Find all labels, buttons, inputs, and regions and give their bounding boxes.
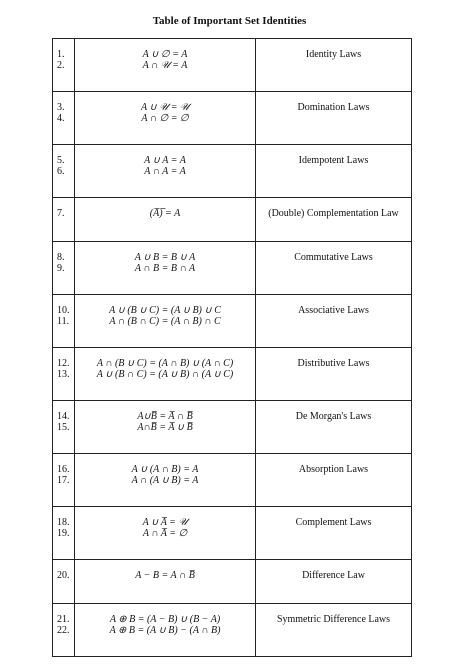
identity-number-cell — [53, 295, 75, 348]
law-name: Distributive Laws — [297, 358, 370, 369]
law-name-cell — [256, 92, 412, 145]
law-name-cell — [256, 242, 412, 295]
identity-formula-cell — [75, 401, 256, 454]
table-row — [53, 242, 412, 295]
law-name: De Morgan's Laws — [295, 411, 372, 422]
identity-formula: A ∪ 𝒰 = 𝒰 — [141, 102, 189, 113]
identity-number: 17. — [57, 475, 70, 486]
identity-formula: A ∩ (B ∩ C) = (A ∩ B) ∩ C — [109, 316, 221, 327]
table-row — [53, 454, 412, 507]
identity-formula-cell — [75, 39, 256, 92]
identity-formula: A ∩ 𝒰 = A — [142, 60, 188, 71]
identity-number: 18. — [57, 517, 70, 528]
identity-number: 5. — [57, 155, 65, 166]
table-row — [53, 560, 412, 604]
law-name: Domination Laws — [297, 102, 370, 113]
law-name: Difference Law — [302, 570, 365, 581]
law-name: Symmetric Difference Laws — [276, 614, 391, 625]
law-name: Identity Laws — [305, 49, 362, 60]
table-row — [53, 295, 412, 348]
identity-number: 12. — [57, 358, 70, 369]
table-row — [53, 198, 412, 242]
identity-formula-cell — [75, 507, 256, 560]
law-name-cell — [256, 145, 412, 198]
law-name-cell — [256, 401, 412, 454]
identity-formula-cell — [75, 92, 256, 145]
law-name: Commutative Laws — [294, 252, 373, 263]
identity-formula: A ⊕ B = (A − B) ∪ (B − A) — [109, 614, 221, 625]
identity-number-cell — [53, 560, 75, 604]
identity-formula: A ∩ A̅ = ∅ — [142, 528, 188, 539]
identity-number: 4. — [57, 113, 65, 124]
identity-formula: A ∩ B = B ∩ A — [134, 263, 196, 274]
identity-formula: A ∪ (A ∩ B) = A — [131, 464, 199, 475]
identity-number: 9. — [57, 263, 65, 274]
identity-formula: A ∩ ∅ = ∅ — [141, 113, 189, 124]
law-name-cell — [256, 560, 412, 604]
identity-number: 22. — [57, 625, 70, 636]
table-row — [53, 507, 412, 560]
identity-formula-cell — [75, 198, 256, 242]
identity-number: 16. — [57, 464, 70, 475]
identity-formula: A − B = A ∩ B̅ — [135, 570, 195, 581]
law-name: (Double) Complementation Law — [268, 208, 399, 219]
identity-number: 11. — [57, 316, 70, 327]
identity-number-cell — [53, 145, 75, 198]
identity-number: 13. — [57, 369, 70, 380]
law-name: Complement Laws — [295, 517, 372, 528]
law-name-cell — [256, 604, 412, 657]
table-row — [53, 604, 412, 657]
identity-number-cell — [53, 242, 75, 295]
identity-number-cell — [53, 401, 75, 454]
identity-number-cell — [53, 454, 75, 507]
identity-formula: A ∩ (A ∪ B) = A — [131, 475, 199, 486]
identity-formula: A ∩ (B ∪ C) = (A ∩ B) ∪ (A ∩ C) — [96, 358, 234, 369]
law-name-cell — [256, 348, 412, 401]
identity-number: 2. — [57, 60, 65, 71]
identity-formula-cell — [75, 242, 256, 295]
identity-formula-cell — [75, 454, 256, 507]
identity-formula: A∩B̅ = A̅ ∪ B̅ — [137, 422, 193, 433]
identity-number-cell — [53, 92, 75, 145]
table-body — [53, 39, 412, 657]
page-title: Table of Important Set Identities — [152, 15, 307, 27]
identity-number: 7. — [57, 208, 65, 219]
identity-number: 14. — [57, 411, 70, 422]
identity-formula-cell — [75, 560, 256, 604]
law-name-cell — [256, 507, 412, 560]
law-name: Associative Laws — [298, 305, 369, 316]
identity-formula: A ∪ A̅ = 𝒰 — [142, 517, 188, 528]
law-name-cell — [256, 295, 412, 348]
identity-number: 15. — [57, 422, 70, 433]
identity-formula: A ∪ ∅ = A — [142, 49, 188, 60]
identity-number: 3. — [57, 102, 65, 113]
law-name: Absorption Laws — [298, 464, 369, 475]
identity-formula: A ∪ B = B ∪ A — [134, 252, 196, 263]
identity-formula-cell — [75, 348, 256, 401]
identity-formula: A ∪ A = A — [144, 155, 186, 166]
identity-number: 8. — [57, 252, 65, 263]
identity-number: 6. — [57, 166, 65, 177]
identity-number: 1. — [57, 49, 65, 60]
identity-formula-cell — [75, 295, 256, 348]
identity-number-cell — [53, 507, 75, 560]
identity-formula-cell — [75, 145, 256, 198]
table-row — [53, 92, 412, 145]
identity-formula: A ∪ (B ∪ C) = (A ∪ B) ∪ C — [109, 305, 221, 316]
identity-formula: A∪B̅ = A̅ ∩ B̅ — [137, 411, 193, 422]
identity-number-cell — [53, 348, 75, 401]
identity-formula-cell — [75, 604, 256, 657]
identity-formula: A ∪ (B ∩ C) = (A ∪ B) ∩ (A ∪ C) — [96, 369, 234, 380]
table-row — [53, 401, 412, 454]
set-identities-table — [52, 38, 412, 657]
identity-number-cell — [53, 604, 75, 657]
table-row — [53, 145, 412, 198]
identity-formula: (A̅)̅ = A — [149, 208, 181, 219]
identity-number-cell — [53, 198, 75, 242]
table-row — [53, 348, 412, 401]
identity-number: 20. — [57, 570, 70, 581]
identity-formula: A ⊕ B = (A ∪ B) − (A ∩ B) — [109, 625, 221, 636]
identity-number: 19. — [57, 528, 70, 539]
identity-number-cell — [53, 39, 75, 92]
identity-number: 21. — [57, 614, 70, 625]
identity-formula: A ∩ A = A — [144, 166, 186, 177]
law-name-cell — [256, 198, 412, 242]
law-name: Idempotent Laws — [298, 155, 369, 166]
law-name-cell — [256, 39, 412, 92]
law-name-cell — [256, 454, 412, 507]
identity-number: 10. — [57, 305, 70, 316]
table-row — [53, 39, 412, 92]
